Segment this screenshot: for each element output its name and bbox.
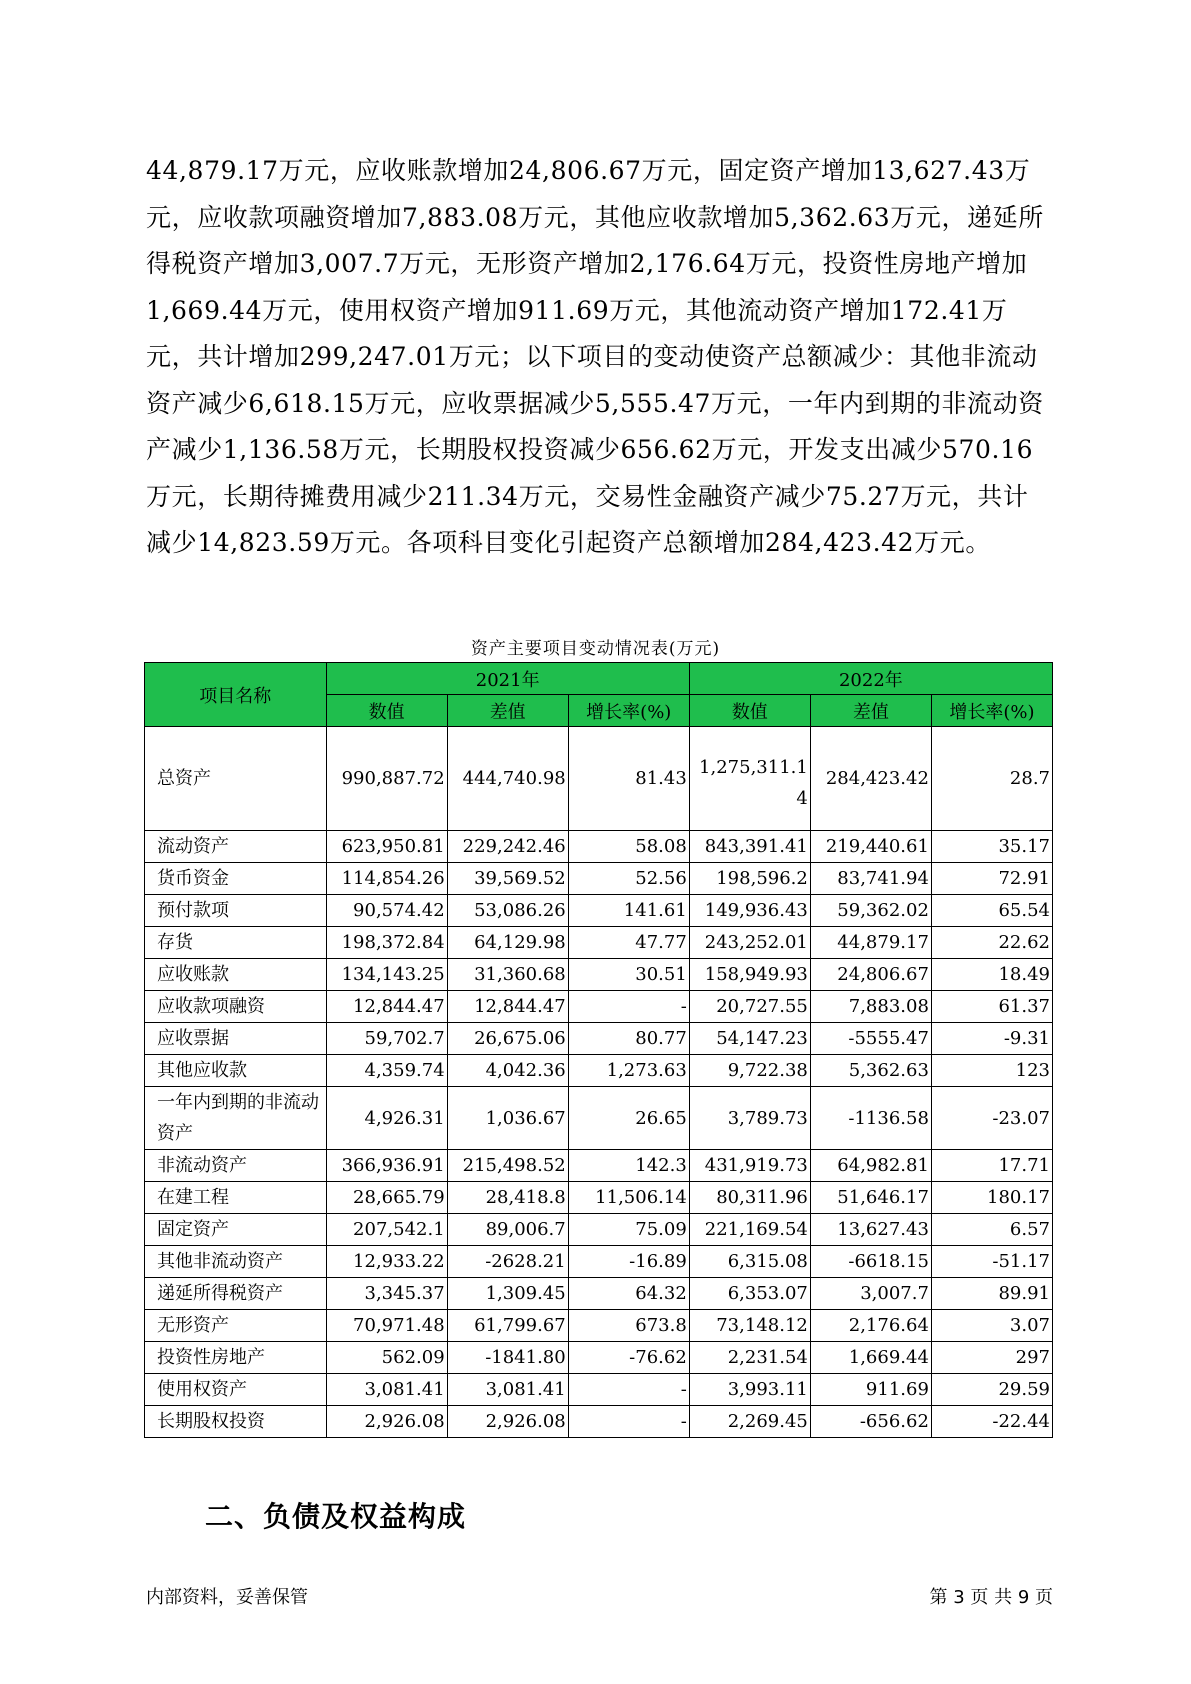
row-item-name: 在建工程	[145, 1182, 327, 1214]
cell-d1: 12,844.47	[447, 991, 568, 1023]
cell-r1: 142.3	[568, 1150, 689, 1182]
cell-r2: 17.71	[931, 1150, 1052, 1182]
table-row	[145, 991, 1053, 1023]
body-paragraph: 44,879.17万元，应收账款增加24,806.67万元，固定资产增加13,627.43万元，应收款项融资增加7,883.08万元，其他应收款增加5,362.63万元，递延所得税资产增加3,007.7万元，无形资产增加2,176.64万元，投资性房地产增加1,669.44万元，使用权资产增加911.69万元，其他流动资产增加172.41万元，共计增加299,247.01万元；以下项目的变动使资产总额减少：其他非流动资产减少6,618.15万元，应收票据减少5,555.47万元，一年内到期的非流动资产减少1,136.58万元，长期股权投资减少656.62万元，开发支出减少570.16万元，长期待摊费用减少211.34万元，交易性金融资产减少75.27万元，共计减少14,823.59万元。各项科目变化引起资产总额增加284,423.42万元。	[146, 156, 1044, 557]
cell-r1: -16.89	[568, 1246, 689, 1278]
cell-v2: 6,353.07	[689, 1278, 810, 1310]
cell-d1: -1841.80	[447, 1342, 568, 1374]
cell-d2: 59,362.02	[810, 895, 931, 927]
row-item-name: 货币资金	[145, 863, 327, 895]
cell-v2: 73,148.12	[689, 1310, 810, 1342]
row-item-name: 固定资产	[145, 1214, 327, 1246]
cell-v1: 90,574.42	[326, 895, 447, 927]
cell-d2: 219,440.61	[810, 831, 931, 863]
cell-r1: 673.8	[568, 1310, 689, 1342]
table-row	[145, 1055, 1053, 1087]
cell-d1: 53,086.26	[447, 895, 568, 927]
cell-r1: -	[568, 1374, 689, 1406]
cell-v2: 80,311.96	[689, 1182, 810, 1214]
cell-d1: -2628.21	[447, 1246, 568, 1278]
cell-r2: -9.31	[931, 1023, 1052, 1055]
cell-r1: -	[568, 1406, 689, 1438]
cell-r1: 52.56	[568, 863, 689, 895]
row-item-name: 其他非流动资产	[145, 1246, 327, 1278]
cell-r1: 75.09	[568, 1214, 689, 1246]
cell-r2: -23.07	[931, 1087, 1052, 1150]
cell-d1: 229,242.46	[447, 831, 568, 863]
cell-r1: 26.65	[568, 1087, 689, 1150]
cell-r2: 28.7	[931, 727, 1052, 831]
table-row	[145, 1214, 1053, 1246]
row-item-name: 应收账款	[145, 959, 327, 991]
table-row	[145, 727, 1053, 831]
cell-r1: 141.61	[568, 895, 689, 927]
cell-d2: -1136.58	[810, 1087, 931, 1150]
table-body	[145, 727, 1053, 1438]
cell-v2: 2,231.54	[689, 1342, 810, 1374]
cell-v2: 843,391.41	[689, 831, 810, 863]
cell-r1: 1,273.63	[568, 1055, 689, 1087]
cell-v2: 9,722.38	[689, 1055, 810, 1087]
cell-r2: -22.44	[931, 1406, 1052, 1438]
cell-r2: -51.17	[931, 1246, 1052, 1278]
cell-d2: 64,982.81	[810, 1150, 931, 1182]
cell-v1: 4,926.31	[326, 1087, 447, 1150]
table-row	[145, 1406, 1053, 1438]
cell-v1: 990,887.72	[326, 727, 447, 831]
cell-v2: 149,936.43	[689, 895, 810, 927]
cell-d1: 444,740.98	[447, 727, 568, 831]
table-row	[145, 1150, 1053, 1182]
row-item-name: 其他应收款	[145, 1055, 327, 1087]
cell-v2: 54,147.23	[689, 1023, 810, 1055]
cell-v2: 243,252.01	[689, 927, 810, 959]
cell-r2: 123	[931, 1055, 1052, 1087]
cell-d2: 7,883.08	[810, 991, 931, 1023]
header-rate-2021: 增长率(%)	[568, 695, 689, 727]
cell-r1: -	[568, 991, 689, 1023]
row-item-name: 使用权资产	[145, 1374, 327, 1406]
cell-d1: 2,926.08	[447, 1406, 568, 1438]
cell-v1: 134,143.25	[326, 959, 447, 991]
cell-v1: 3,081.41	[326, 1374, 447, 1406]
cell-d2: -656.62	[810, 1406, 931, 1438]
cell-d1: 28,418.8	[447, 1182, 568, 1214]
table-row	[145, 1023, 1053, 1055]
cell-v1: 12,844.47	[326, 991, 447, 1023]
cell-d2: 3,007.7	[810, 1278, 931, 1310]
cell-d1: 31,360.68	[447, 959, 568, 991]
cell-r2: 18.49	[931, 959, 1052, 991]
cell-d1: 215,498.52	[447, 1150, 568, 1182]
cell-v1: 70,971.48	[326, 1310, 447, 1342]
row-item-name: 存货	[145, 927, 327, 959]
cell-d2: 44,879.17	[810, 927, 931, 959]
cell-d2: 24,806.67	[810, 959, 931, 991]
table-row	[145, 1374, 1053, 1406]
cell-d2: 284,423.42	[810, 727, 931, 831]
header-item-name: 项目名称	[145, 663, 327, 727]
table-row	[145, 1087, 1053, 1150]
cell-r2: 65.54	[931, 895, 1052, 927]
header-diff-2022: 差值	[810, 695, 931, 727]
cell-v1: 28,665.79	[326, 1182, 447, 1214]
table-row	[145, 831, 1053, 863]
header-value-2022: 数值	[689, 695, 810, 727]
cell-v1: 207,542.1	[326, 1214, 447, 1246]
cell-r1: 81.43	[568, 727, 689, 831]
table-row	[145, 1278, 1053, 1310]
cell-d1: 1,309.45	[447, 1278, 568, 1310]
row-item-name: 非流动资产	[145, 1150, 327, 1182]
table-row	[145, 1182, 1053, 1214]
cell-r1: 11,506.14	[568, 1182, 689, 1214]
cell-d2: 2,176.64	[810, 1310, 931, 1342]
row-item-name: 长期股权投资	[145, 1406, 327, 1438]
cell-r1: 80.77	[568, 1023, 689, 1055]
cell-d2: 911.69	[810, 1374, 931, 1406]
cell-v2: 431,919.73	[689, 1150, 810, 1182]
cell-d1: 64,129.98	[447, 927, 568, 959]
row-item-name: 应收款项融资	[145, 991, 327, 1023]
table-row	[145, 1246, 1053, 1278]
row-item-name: 无形资产	[145, 1310, 327, 1342]
cell-d1: 89,006.7	[447, 1214, 568, 1246]
footer-page-number: 第 3 页 共 9 页	[929, 1587, 1053, 1608]
table-row	[145, 895, 1053, 927]
cell-r2: 3.07	[931, 1310, 1052, 1342]
cell-d1: 4,042.36	[447, 1055, 568, 1087]
header-rate-2022: 增长率(%)	[931, 695, 1052, 727]
cell-v2: 3,789.73	[689, 1087, 810, 1150]
header-year-2021: 2021年	[326, 663, 689, 695]
cell-v1: 12,933.22	[326, 1246, 447, 1278]
cell-d2: -6618.15	[810, 1246, 931, 1278]
cell-r1: 47.77	[568, 927, 689, 959]
cell-r2: 6.57	[931, 1214, 1052, 1246]
cell-d1: 61,799.67	[447, 1310, 568, 1342]
cell-v2: 2,269.45	[689, 1406, 810, 1438]
cell-r1: 58.08	[568, 831, 689, 863]
cell-v1: 59,702.7	[326, 1023, 447, 1055]
cell-r2: 61.37	[931, 991, 1052, 1023]
cell-v1: 623,950.81	[326, 831, 447, 863]
row-item-name: 投资性房地产	[145, 1342, 327, 1374]
cell-d2: -5555.47	[810, 1023, 931, 1055]
cell-v1: 366,936.91	[326, 1150, 447, 1182]
row-item-name: 总资产	[145, 727, 327, 831]
cell-v2: 3,993.11	[689, 1374, 810, 1406]
cell-d2: 51,646.17	[810, 1182, 931, 1214]
header-year-2022: 2022年	[689, 663, 1052, 695]
cell-d1: 1,036.67	[447, 1087, 568, 1150]
header-value-2021: 数值	[326, 695, 447, 727]
table-row	[145, 927, 1053, 959]
cell-v2: 158,949.93	[689, 959, 810, 991]
cell-r2: 72.91	[931, 863, 1052, 895]
cell-d2: 1,669.44	[810, 1342, 931, 1374]
row-item-name: 递延所得税资产	[145, 1278, 327, 1310]
cell-v1: 2,926.08	[326, 1406, 447, 1438]
cell-d1: 39,569.52	[447, 863, 568, 895]
row-item-name: 一年内到期的非流动资产	[145, 1087, 327, 1150]
row-item-name: 应收票据	[145, 1023, 327, 1055]
cell-v2: 20,727.55	[689, 991, 810, 1023]
cell-v1: 114,854.26	[326, 863, 447, 895]
cell-d2: 5,362.63	[810, 1055, 931, 1087]
cell-r1: 64.32	[568, 1278, 689, 1310]
header-diff-2021: 差值	[447, 695, 568, 727]
cell-r2: 29.59	[931, 1374, 1052, 1406]
section-heading: 二、负债及权益构成	[205, 1500, 467, 1533]
cell-v2: 198,596.2	[689, 863, 810, 895]
footer-confidential-note: 内部资料，妥善保管	[146, 1587, 308, 1608]
cell-v1: 4,359.74	[326, 1055, 447, 1087]
cell-d2: 13,627.43	[810, 1214, 931, 1246]
row-item-name: 预付款项	[145, 895, 327, 927]
cell-r2: 180.17	[931, 1182, 1052, 1214]
cell-r2: 22.62	[931, 927, 1052, 959]
cell-v2: 6,315.08	[689, 1246, 810, 1278]
cell-v2: 1,275,311.14	[689, 727, 810, 831]
table-row	[145, 863, 1053, 895]
cell-r1: 30.51	[568, 959, 689, 991]
cell-d2: 83,741.94	[810, 863, 931, 895]
cell-r2: 89.91	[931, 1278, 1052, 1310]
cell-r2: 35.17	[931, 831, 1052, 863]
cell-v1: 562.09	[326, 1342, 447, 1374]
cell-d1: 3,081.41	[447, 1374, 568, 1406]
row-item-name: 流动资产	[145, 831, 327, 863]
table-title: 资产主要项目变动情况表(万元)	[470, 639, 721, 659]
cell-d1: 26,675.06	[447, 1023, 568, 1055]
cell-r2: 297	[931, 1342, 1052, 1374]
cell-v1: 198,372.84	[326, 927, 447, 959]
table-row	[145, 1342, 1053, 1374]
cell-v1: 3,345.37	[326, 1278, 447, 1310]
table-row	[145, 959, 1053, 991]
cell-r1: -76.62	[568, 1342, 689, 1374]
cell-v2: 221,169.54	[689, 1214, 810, 1246]
assets-change-table	[144, 662, 1053, 1438]
table-row	[145, 1310, 1053, 1342]
